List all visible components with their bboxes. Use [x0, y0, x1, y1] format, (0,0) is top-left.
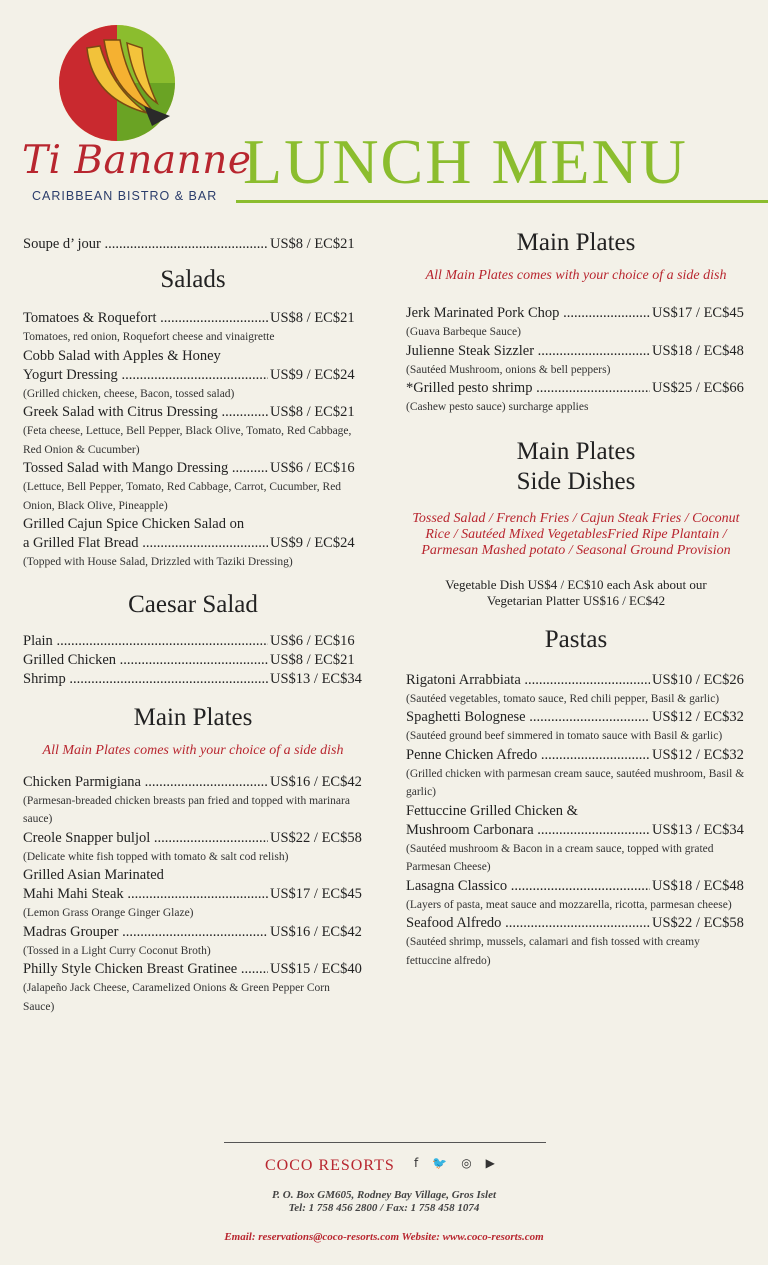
item-price: US$18 / EC$48	[652, 342, 744, 359]
facebook-icon[interactable]: f	[414, 1156, 419, 1170]
item-price: US$15 / EC$40	[270, 961, 362, 977]
address-line: P. O. Box GM605, Rodney Bay Village, Gros Islet	[271, 1189, 497, 1201]
item-price: US$6 / EC$16	[270, 632, 355, 649]
item-description: (Grilled chicken with parmesan cream sauce, sautéed mushroom, Basil & garlic)	[406, 767, 745, 798]
section-heading-pastas: Pastas	[544, 625, 608, 653]
menu-item	[406, 914, 746, 970]
menu-item	[23, 235, 363, 254]
item-name-line1: Grilled Cajun Spice Chicken Salad on	[23, 516, 245, 532]
item-description: (Sautéed shrimp, mussels, calamari and fish tossed with creamy fettuccine alfredo)	[406, 936, 700, 967]
item-price: US$17 / EC$45	[652, 305, 744, 321]
menu-item	[23, 347, 363, 404]
item-name: Rigatoni Arrabbiata .....	[406, 671, 650, 690]
item-name: Soupe d’ jour .....	[23, 235, 268, 254]
item-price: US$12 / EC$32	[652, 746, 744, 763]
item-description: (Tossed in a Light Curry Coconut Broth)	[23, 944, 211, 957]
menu-item	[406, 671, 746, 709]
item-description: (Grilled chicken, cheese, Bacon, tossed salad)	[23, 387, 235, 400]
item-price: US$25 / EC$66	[652, 380, 744, 396]
item-description: (Layers of pasta, meat sauce and mozzarella, ricotta, parmesan cheese)	[406, 898, 732, 911]
item-price: US$13 / EC$34	[652, 821, 744, 838]
phone-line: Tel: 1 758 456 2800 / Fax: 1 758 458 1074	[288, 1202, 480, 1214]
item-name: Penne Chicken Afredo .....	[406, 746, 650, 765]
menu-item	[406, 746, 746, 802]
item-description: Tomatoes, red onion, Roquefort cheese and vinaigrette	[23, 331, 275, 343]
item-name: Tossed Salad with Mango Dressing .....	[23, 459, 268, 478]
item-name: Chicken Parmigiana .....	[23, 773, 268, 792]
menu-item	[23, 773, 363, 829]
item-description: (Jalapeño Jack Cheese, Caramelized Onions & Green Pepper Corn Sauce)	[23, 982, 330, 1013]
section-heading-caesar: Caesar Salad	[128, 590, 258, 618]
menu-item	[23, 309, 363, 347]
menu-item	[23, 651, 363, 670]
item-price: US$8 / EC$21	[270, 236, 355, 252]
item-name: a Grilled Flat Bread .....	[23, 534, 268, 553]
item-price: US$8 / EC$21	[270, 651, 355, 668]
section-heading-side-dishes-2: Side Dishes	[516, 467, 636, 495]
page-title: LUNCH MENU	[243, 126, 688, 197]
menu-item	[23, 515, 363, 572]
item-price: US$9 / EC$24	[270, 535, 355, 551]
item-description: (Feta cheese, Lettuce, Bell Pepper, Black Olive, Tomato, Red Cabbage, Red Onion & Cucumber)	[23, 425, 352, 456]
item-description: (Parmesan-breaded chicken breasts pan fried and topped with marinara sauce)	[23, 794, 350, 825]
item-name: Plain .....	[23, 632, 268, 651]
item-description: (Guava Barbeque Sauce)	[406, 326, 521, 338]
section-heading-side-dishes-1: Main Plates	[516, 437, 636, 465]
menu-item	[23, 459, 363, 515]
section-heading-main-plates: Main Plates	[133, 703, 253, 731]
menu-item	[23, 829, 363, 867]
item-name: Mushroom Carbonara .....	[406, 821, 650, 840]
menu-item	[23, 866, 363, 923]
menu-item	[23, 403, 363, 459]
item-name: Greek Salad with Citrus Dressing .....	[23, 403, 268, 422]
instagram-icon[interactable]: ◎	[461, 1156, 472, 1170]
right-column	[406, 228, 746, 970]
youtube-icon[interactable]: ▶	[485, 1156, 495, 1170]
item-description: (Sautéed Mushroom, onions & bell peppers)	[406, 363, 611, 376]
item-description: (Sautéed vegetables, tomato sauce, Red chili pepper, Basil & garlic)	[406, 692, 720, 705]
item-description: (Lemon Grass Orange Ginger Glaze)	[23, 907, 194, 919]
section-heading-main-plates: Main Plates	[516, 229, 636, 256]
item-name: Spaghetti Bolognese .....	[406, 708, 650, 727]
footer-address	[0, 1189, 768, 1215]
menu-item	[406, 342, 746, 380]
item-price: US$8 / EC$21	[270, 310, 355, 326]
item-price: US$13 / EC$34	[270, 670, 362, 687]
main-plates-note: All Main Plates comes with your choice of a side dish	[42, 742, 344, 758]
item-name: Creole Snapper buljol .....	[23, 829, 268, 848]
footer-divider	[224, 1142, 546, 1143]
item-name-line1: Cobb Salad with Apples & Honey	[23, 347, 221, 364]
item-name: Julienne Steak Sizzler .....	[406, 342, 650, 361]
item-name: Tomatoes & Roquefort .....	[23, 309, 268, 328]
item-name: Jerk Marinated Pork Chop .....	[406, 304, 650, 323]
banana-logo-icon	[52, 18, 182, 148]
menu-item	[23, 960, 363, 1016]
item-name: *Grilled pesto shrimp .....	[406, 379, 650, 398]
item-name: Lasagna Classico .....	[406, 877, 650, 896]
item-description: (Cashew pesto sauce) surcharge applies	[406, 401, 589, 413]
vegetable-note: Vegetable Dish US$4 / EC$10 each Ask about our Vegetarian Platter US$16 / EC$42	[445, 576, 707, 608]
item-name-line1: Grilled Asian Marinated	[23, 867, 164, 883]
menu-item	[406, 877, 746, 915]
item-price: US$18 / EC$48	[652, 877, 744, 894]
item-name-line1: Fettuccine Grilled Chicken &	[406, 802, 578, 819]
menu-item	[23, 670, 363, 689]
item-price: US$9 / EC$24	[270, 366, 355, 383]
item-price: US$16 / EC$42	[270, 923, 362, 940]
item-description: (Sautéed mushroom & Bacon in a cream sauce, topped with grated Parmesan Cheese)	[406, 842, 714, 873]
menu-item	[406, 379, 746, 417]
menu-item	[406, 802, 746, 877]
item-name: Mahi Mahi Steak .....	[23, 885, 268, 904]
item-price: US$6 / EC$16	[270, 460, 355, 476]
main-plates-note: All Main Plates comes with your choice of a side dish	[425, 268, 727, 283]
item-price: US$12 / EC$32	[652, 709, 744, 725]
item-name: Philly Style Chicken Breast Gratinee .....	[23, 960, 268, 979]
item-price: US$16 / EC$42	[270, 773, 362, 790]
menu-item	[23, 632, 363, 651]
item-name: Madras Grouper .....	[23, 923, 268, 942]
item-name: Shrimp .....	[23, 670, 268, 689]
menu-item	[406, 304, 746, 342]
twitter-icon[interactable]: 🐦	[432, 1156, 448, 1170]
footer-brand: COCO RESORTS	[265, 1157, 395, 1174]
item-price: US$17 / EC$45	[270, 886, 362, 902]
menu-item	[406, 708, 746, 746]
item-price: US$22 / EC$58	[270, 829, 362, 846]
item-name: Yogurt Dressing .....	[23, 366, 268, 385]
section-heading-salads: Salads	[160, 266, 226, 293]
item-description: (Sautéed ground beef simmered in tomato sauce with Basil & garlic)	[406, 730, 723, 742]
footer-contact[interactable]: Email: reservations@coco-resorts.com Website: www.coco-resorts.com	[224, 1231, 544, 1243]
item-name: Grilled Chicken .....	[23, 651, 268, 670]
item-description: (Topped with House Salad, Drizzled with Taziki Dressing)	[23, 556, 293, 568]
item-description: (Lettuce, Bell Pepper, Tomato, Red Cabbage, Carrot, Cucumber, Red Onion, Black Olive, Pineapple)	[23, 481, 342, 512]
item-price: US$8 / EC$21	[270, 404, 355, 420]
item-price: US$22 / EC$58	[652, 915, 744, 931]
item-description: (Delicate white fish topped with tomato & salt cod relish)	[23, 850, 289, 863]
title-underline	[236, 200, 768, 203]
side-dishes-list: Tossed Salad / French Fries / Cajun Steak Fries / Coconut Rice / Sautéed Mixed VegetablesFried Ripe Plantain / Parmesan Mashed potato / Seasonal Ground Provision	[412, 510, 740, 558]
menu-item	[23, 923, 363, 961]
item-price: US$10 / EC$26	[652, 671, 744, 688]
brand-subtitle: CARIBBEAN BISTRO & BAR	[32, 189, 218, 203]
left-column	[23, 235, 363, 1016]
brand-name: Ti Bananne	[22, 138, 252, 183]
social-links	[414, 1156, 495, 1170]
item-name: Seafood Alfredo .....	[406, 914, 650, 933]
